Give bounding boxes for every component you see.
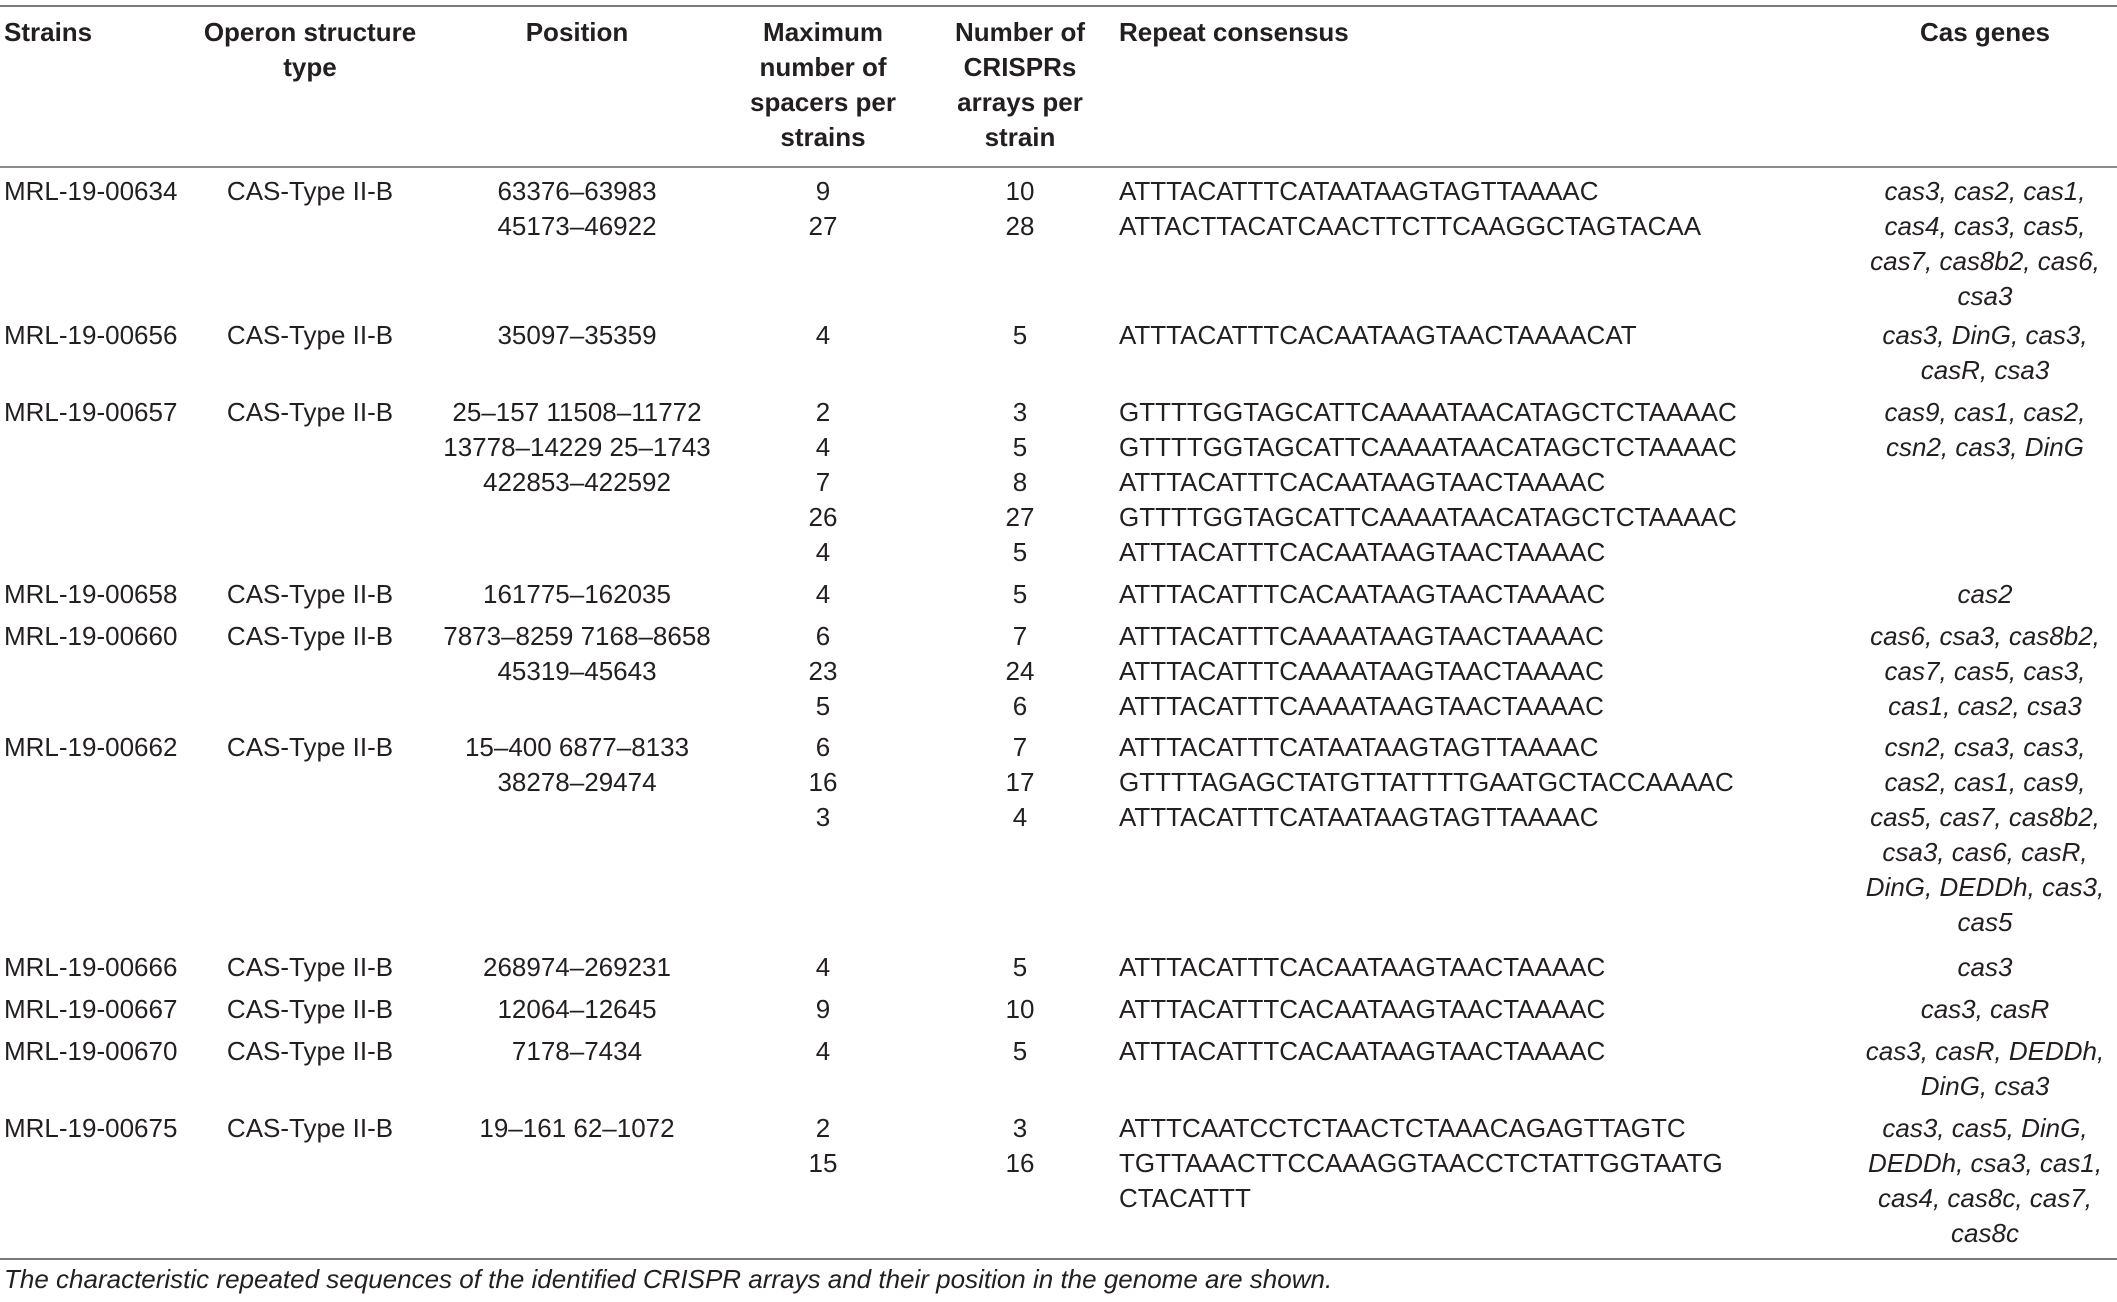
cell-cas-genes: cas3, casR: [1920, 994, 2050, 1024]
table-bottom-rule: [0, 1258, 2117, 1260]
cell-cas-genes: cas3, casR, DEDDh, DinG, csa3: [1865, 1036, 2105, 1101]
cell-cas-genes: cas3, cas5, DinG, DEDDh, csa3, cas1, cas4, cas8c, cas7, cas8c: [1867, 1113, 2103, 1248]
header-position: Position: [525, 17, 629, 47]
cell-position: 7178–7434: [511, 1036, 643, 1066]
cell-max-spacers: 9 27: [808, 176, 838, 241]
cell-operon-type: CAS-Type II-B: [226, 320, 394, 350]
cell-max-spacers: 4: [815, 1036, 831, 1066]
cell-strain: MRL-19-00667: [4, 994, 178, 1024]
header-strains: Strains: [4, 17, 93, 47]
cell-cas-genes: cas3, DinG, cas3, casR, csa3: [1882, 320, 2088, 385]
cell-operon-type: CAS-Type II-B: [226, 952, 394, 982]
cell-strain: MRL-19-00634: [4, 176, 178, 206]
cell-position: 12064–12645: [497, 994, 657, 1024]
cell-strain: MRL-19-00656: [4, 320, 178, 350]
cell-strain: MRL-19-00666: [4, 952, 178, 982]
cell-number-of-arrays: 5: [1012, 1036, 1028, 1066]
cell-strain: MRL-19-00660: [4, 621, 178, 651]
cell-strain: MRL-19-00657: [4, 397, 178, 427]
header-number-of-arrays: Number of CRISPRs arrays per strain: [955, 17, 1085, 152]
cell-position: 35097–35359: [497, 320, 657, 350]
cell-repeat-consensus: ATTTACATTTCACAATAAGTAACTAAAAC: [1119, 952, 1606, 982]
cell-max-spacers: 2 4 7 26 4: [808, 397, 838, 567]
cell-cas-genes: csn2, csa3, cas3, cas2, cas1, cas9, cas5, cas7, cas8b2, csa3, cas6, casR, DinG, DEDDh, cas3, cas5: [1865, 732, 2105, 937]
cell-position: 268974–269231: [483, 952, 671, 982]
cell-repeat-consensus: ATTTACATTTCATAATAAGTAGTTAAAAC GTTTTAGAGCTATGTTATTTTGAATGCTACCAAAAC ATTTACATTTCATAATAAGTAGTTAAAAC: [1119, 732, 1734, 832]
cell-strain: MRL-19-00675: [4, 1113, 178, 1143]
cell-number-of-arrays: 10 28: [1005, 176, 1035, 241]
cell-number-of-arrays: 3 16: [1005, 1113, 1035, 1178]
cell-number-of-arrays: 7 17 4: [1005, 732, 1035, 832]
cell-max-spacers: 2 15: [808, 1113, 838, 1178]
cell-position: 7873–8259 7168–8658 45319–45643: [443, 621, 711, 686]
cell-cas-genes: cas9, cas1, cas2, csn2, cas3, DinG: [1884, 397, 2086, 462]
cell-operon-type: CAS-Type II-B: [226, 579, 394, 609]
cell-max-spacers: 6 23 5: [808, 621, 838, 721]
cell-position: 19–161 62–1072: [479, 1113, 675, 1143]
header-operon-structure-type: Operon structure type: [203, 17, 417, 82]
cell-number-of-arrays: 7 24 6: [1005, 621, 1035, 721]
cell-repeat-consensus: ATTTCAATCCTCTAACTCTAAACAGAGTTAGTC TGTTAAACTTCCAAAGGTAACCTCTATTGGTAATG CTACATTT: [1119, 1113, 1723, 1213]
cell-max-spacers: 9: [815, 994, 831, 1024]
cell-operon-type: CAS-Type II-B: [226, 732, 394, 762]
cell-repeat-consensus: GTTTTGGTAGCATTCAAAATAACATAGCTCTAAAAC GTTTTGGTAGCATTCAAAATAACATAGCTCTAAAAC ATTTACATTTCACAATAAGTAACTAAAAC GTTTTGGTAGCATTCAAAATAACATAGCTCTAAAAC ATTTACATTTCACAATAAGTAACTAAAAC: [1119, 397, 1737, 567]
cell-operon-type: CAS-Type II-B: [226, 1113, 394, 1143]
header-cas-genes: Cas genes: [1919, 17, 2051, 47]
cell-number-of-arrays: 3 5 8 27 5: [1005, 397, 1035, 567]
header-repeat-consensus: Repeat consensus: [1119, 17, 1349, 47]
cell-operon-type: CAS-Type II-B: [226, 397, 394, 427]
cell-repeat-consensus: ATTTACATTTCACAATAAGTAACTAAAAC: [1119, 994, 1606, 1024]
cell-cas-genes: cas3, cas2, cas1, cas4, cas3, cas5, cas7, cas8b2, cas6, csa3: [1870, 176, 2100, 311]
cell-operon-type: CAS-Type II-B: [226, 176, 394, 206]
cell-position: 25–157 11508–11772 13778–14229 25–1743 422853–422592: [443, 397, 711, 497]
header-rule: [0, 166, 2117, 168]
cell-cas-genes: cas2: [1957, 579, 2013, 609]
cell-cas-genes: cas6, csa3, cas8b2, cas7, cas5, cas3, cas1, cas2, csa3: [1870, 621, 2100, 721]
cell-cas-genes: cas3: [1957, 952, 2013, 982]
cell-max-spacers: 4: [815, 320, 831, 350]
cell-max-spacers: 4: [815, 952, 831, 982]
cell-operon-type: CAS-Type II-B: [226, 1036, 394, 1066]
header-max-spacers: Maximum number of spacers per strains: [750, 17, 896, 152]
cell-repeat-consensus: ATTTACATTTCAAAATAAGTAACTAAAAC ATTTACATTTCAAAATAAGTAACTAAAAC ATTTACATTTCAAAATAAGTAACTAAAAC: [1119, 621, 1604, 721]
cell-repeat-consensus: ATTTACATTTCACAATAAGTAACTAAAAC: [1119, 1036, 1606, 1066]
table-footnote: The characteristic repeated sequences of the identified CRISPR arrays and their position in the genome are shown.: [4, 1264, 1333, 1294]
cell-repeat-consensus: ATTTACATTTCACAATAAGTAACTAAAACAT: [1119, 320, 1637, 350]
cell-position: 161775–162035: [483, 579, 671, 609]
cell-number-of-arrays: 5: [1012, 579, 1028, 609]
cell-repeat-consensus: ATTTACATTTCATAATAAGTAGTTAAAAC ATTACTTACATCAACTTCTTCAAGGCTAGTACAA: [1119, 176, 1702, 241]
cell-max-spacers: 4: [815, 579, 831, 609]
cell-repeat-consensus: ATTTACATTTCACAATAAGTAACTAAAAC: [1119, 579, 1606, 609]
cell-strain: MRL-19-00662: [4, 732, 178, 762]
cell-operon-type: CAS-Type II-B: [226, 621, 394, 651]
cell-number-of-arrays: 10: [1005, 994, 1035, 1024]
cell-number-of-arrays: 5: [1012, 320, 1028, 350]
cell-max-spacers: 6 16 3: [808, 732, 838, 832]
table-top-rule: [0, 5, 2117, 7]
cell-operon-type: CAS-Type II-B: [226, 994, 394, 1024]
cell-strain: MRL-19-00658: [4, 579, 178, 609]
cell-number-of-arrays: 5: [1012, 952, 1028, 982]
cell-position: 63376–63983 45173–46922: [497, 176, 657, 241]
cell-position: 15–400 6877–8133 38278–29474: [464, 732, 690, 797]
cell-strain: MRL-19-00670: [4, 1036, 178, 1066]
